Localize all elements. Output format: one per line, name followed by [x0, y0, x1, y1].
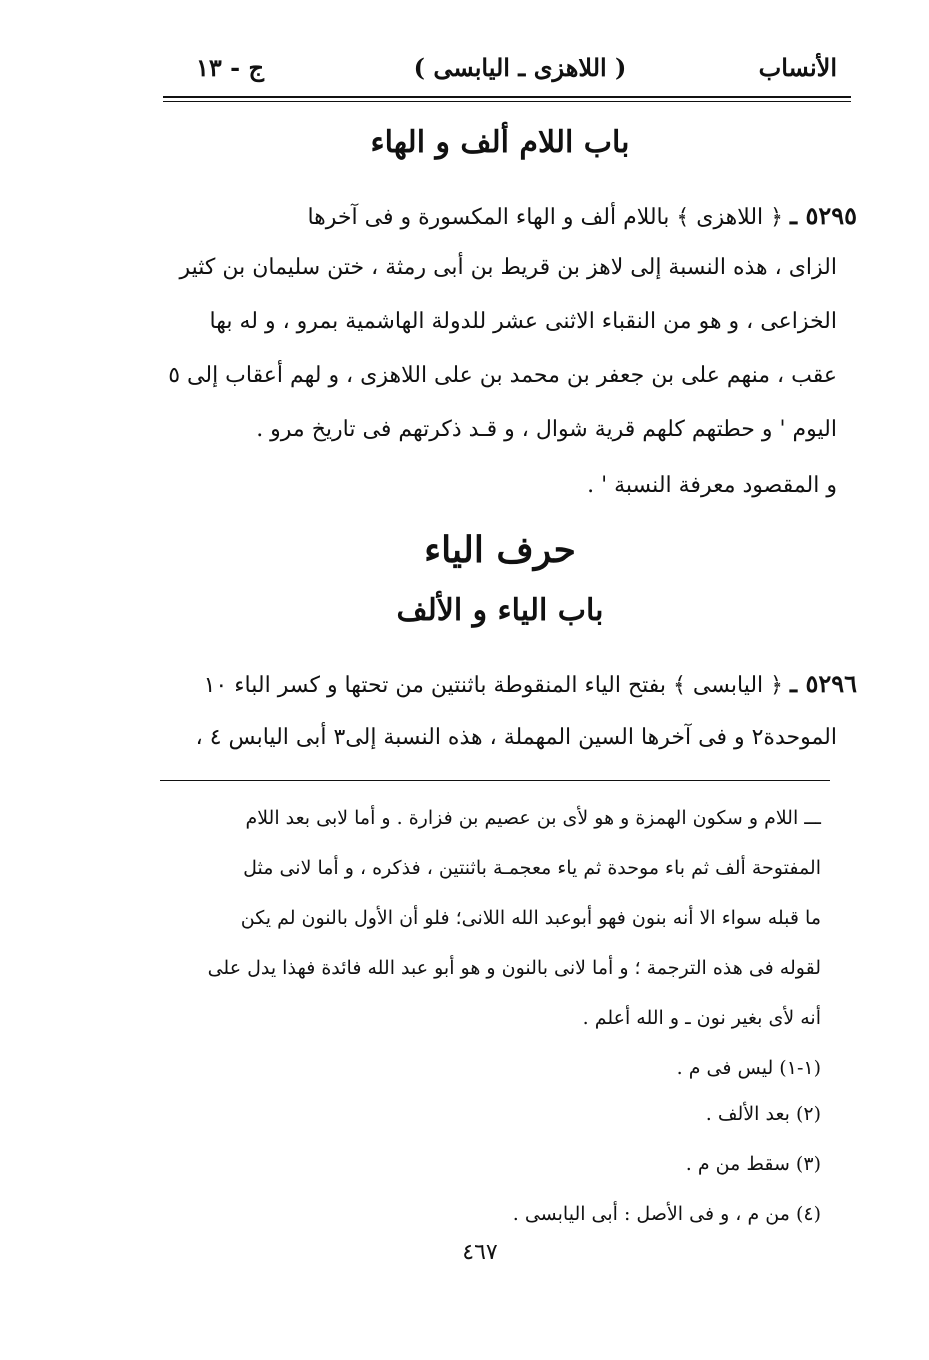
- footnote-continuation-line-4: لقوله فى هذه الترجمة ؛ و أما لانى بالنون و هو أبو عبد الله فائدة فهذا يدل على: [207, 957, 821, 979]
- footnote-continuation-line-1: ـــ اللام و سكون الهمزة و هو لأى بن عصيم بن فزارة . و أما لابى بعد اللام: [245, 807, 821, 829]
- entry-5295-line-2: الزاى ، هذه النسبة إلى لاهز بن قريط بن أبى رمثة ، ختن سليمان بن كثير: [179, 255, 837, 280]
- footnote-continuation-line-5: أنه لأى بغير نون ـ و الله أعلم .: [582, 1007, 821, 1029]
- header-rule: [163, 96, 851, 98]
- footnote-continuation-line-2: المفتوحة ألف ثم باء موحدة ثم ياء معجمـة باثنتين ، فذكره ، و أما لانى مثل: [243, 857, 821, 879]
- footnote-separator: [160, 780, 830, 781]
- section-heading-lam-alif-ha: باب اللام ألف و الهاء: [370, 125, 630, 160]
- running-header-title: الأنساب: [758, 53, 837, 82]
- entry-5295-line-5: اليوم ' و حطتهم كلهم قرية شوال ، و قـد ذكرتهم فى تاريخ مرو .: [256, 417, 837, 442]
- footnote-1: (١-١) ليس فى م .: [676, 1057, 821, 1079]
- header-rule-thin: [163, 101, 851, 102]
- entry-5295-line-1: [307, 196, 857, 236]
- running-header-volume: ج - ١٣: [196, 53, 264, 82]
- entry-5296-line-2: الموحدة٢ و فى آخرها السين المهملة ، هذه النسبة إلى٣ أبى اليابس ٤ ،: [195, 725, 837, 750]
- footnote-3: (٣) سقط من م .: [685, 1153, 821, 1175]
- entry-5295-line-3: الخزاعى ، و هو من النقباء الاثنى عشر للدولة الهاشمية بمرو ، و له بها: [209, 309, 837, 334]
- entry-text: ﴿ اللاهزى ﴾ باللام ألف و الهاء المكسورة و فى آخرها: [307, 205, 784, 230]
- entry-5296-line-1: [204, 664, 857, 704]
- footnote-2: (٢) بعد الألف .: [705, 1103, 821, 1125]
- entry-5295-line-4: عقب ، منهم على بن جعفر بن محمد بن على اللاهزى ، و لهم أعقاب إلى ٥: [168, 363, 837, 388]
- entry-number-5295: ٥٢٩٥ ـ: [790, 201, 857, 230]
- entry-5295-line-6: و المقصود معرفة النسبة ' .: [587, 473, 837, 498]
- running-header-entries: ( اللاهزى ـ اليابسى ): [413, 53, 627, 82]
- letter-heading-ya: حرف الياء: [424, 529, 576, 571]
- footnote-4: (٤) من م ، و فى الأصل : أبى اليابسى .: [512, 1203, 821, 1225]
- footnote-continuation-line-3: ما قبله سواء الا أنه بنون فهو أبوعبد الله اللانى؛ فلو أن الأول بالنون لم يكن: [240, 907, 821, 929]
- entry-text: ﴿ اليابسى ﴾ بفتح الياء المنقوطة باثنتين من تحتها و كسر الباء ١٠: [203, 673, 784, 698]
- entry-number-5296: ٥٢٩٦ ـ: [790, 669, 857, 698]
- section-heading-ya-alif: باب الياء و الألف: [396, 593, 604, 628]
- page-number: ٤٦٧: [462, 1240, 498, 1265]
